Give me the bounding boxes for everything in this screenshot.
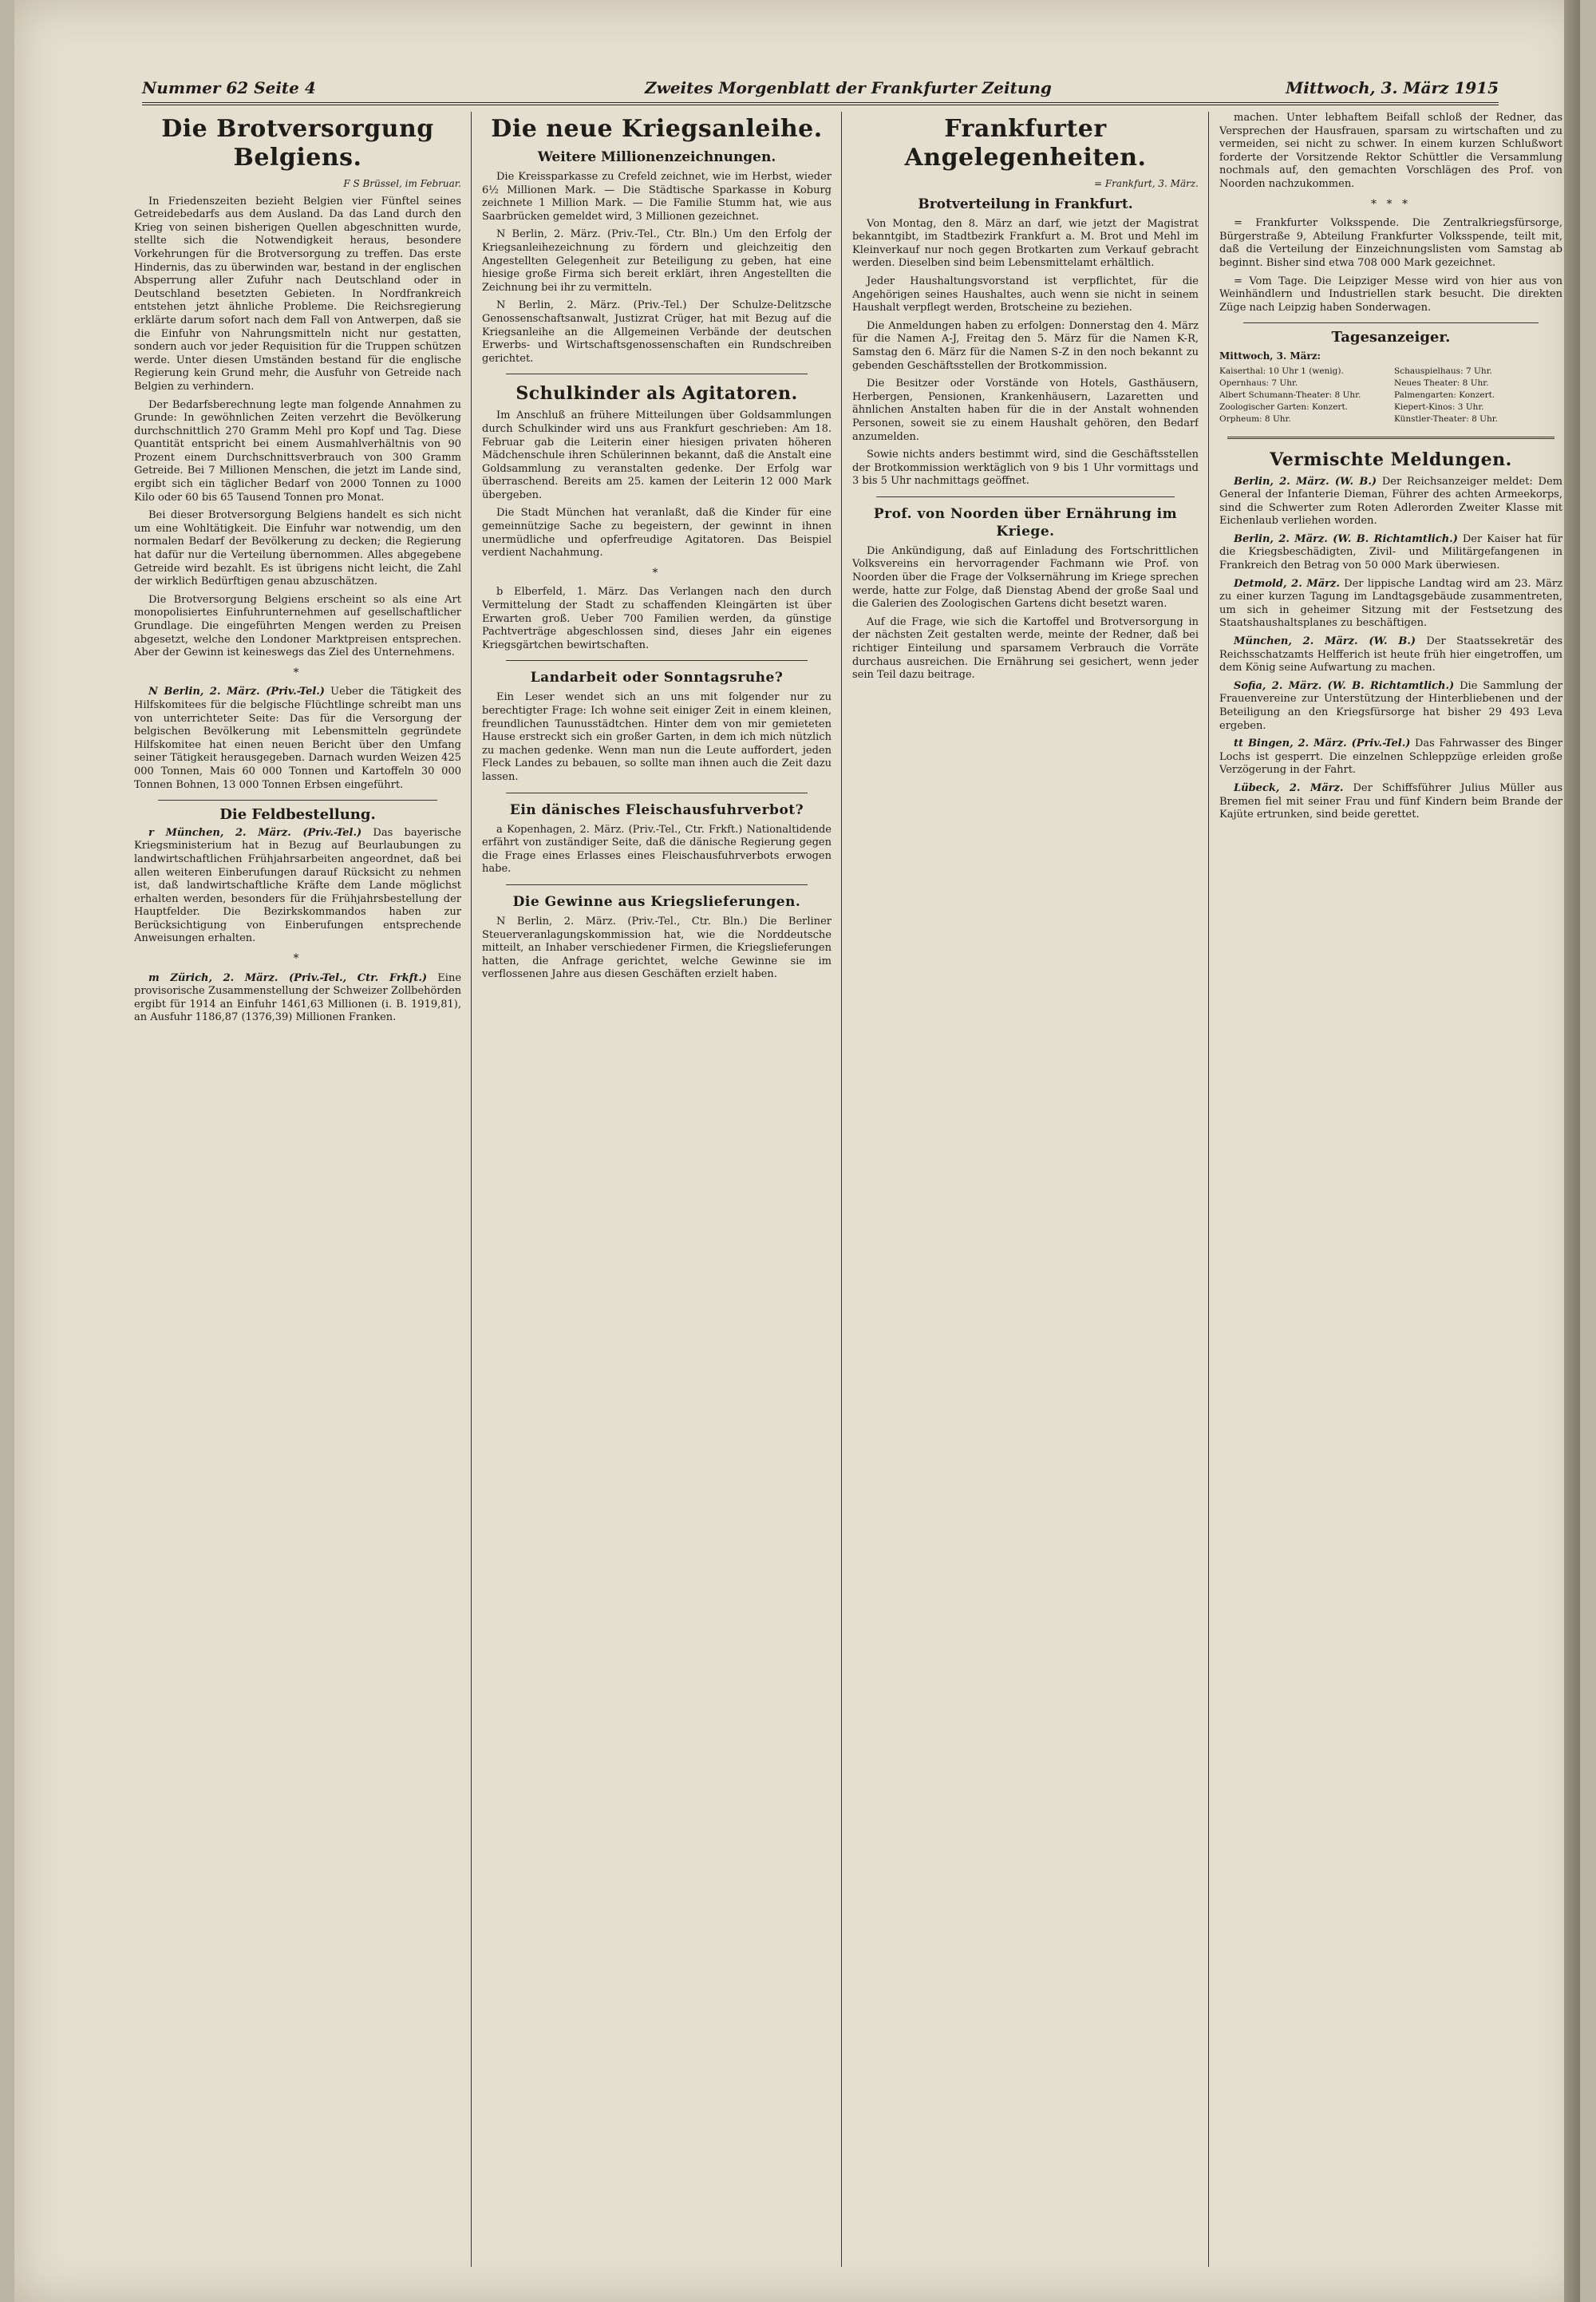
rule xyxy=(158,800,437,801)
paragraph: Jeder Haushaltungsvorstand ist verpflichtet, für die Angehörigen seines Haushaltes, auch wenn sie nicht in seinem Haushalt verpflegt werden, Brotscheine zu beziehen. xyxy=(852,275,1199,314)
listing-item: Kaiserthal: 10 Uhr 1 (wenig). xyxy=(1219,366,1344,376)
column-divider xyxy=(1208,112,1209,2267)
paragraph: = Frankfurter Volksspende. Die Zentralkriegsfürsorge, Bürgerstraße 9, Abteilung Frankfurter Volksspende, teilt mit, daß die Verteilung der Einzeichnungslisten vom Samstag ab beginnt. Bisher sind etwa 708 000 Mark gezeichnet. xyxy=(1219,217,1562,269)
page-number: Nummer 62 Seite 4 xyxy=(142,78,316,97)
page-binding-edge xyxy=(1564,0,1580,2302)
note-text: Das bayerische Kriegsministerium hat in Bezug auf Beurlaubungen zu landwirtschaftlichen Frühjahrsarbeiten angeordnet, daß bei allen weiteren Einberufungen darauf Rücksicht zu nehmen ist, daß landwirtschaftliche Kräfte dem Lande möglichst erhalten werden, besonders für die Frühjahrsbestellung der Hauptfelder. Die Bezirkskommandos haben zur Berücksichtigung von Einberufungen entsprechende Anweisungen erhalten. xyxy=(134,826,461,945)
paragraph: = Vom Tage. Die Leipziger Messe wird von hier aus von Weinhändlern und Industriellen stark besucht. Die direkten Züge nach Leipzig haben Sonderwagen. xyxy=(1219,275,1562,314)
news-note xyxy=(134,972,461,1025)
listing-item: Kiepert-Kinos: 3 Uhr. xyxy=(1394,402,1484,413)
paragraph: Die Besitzer oder Vorstände von Hotels, Gasthäusern, Herbergen, Pensionen, Krankenhäusern, Lazaretten und ähnlichen Anstalten haben für die in der Anstalt wohnenden Personen, soweit sie zu einem Haushalt gehören, den Bedarf anzumelden. xyxy=(852,378,1199,443)
newspaper-title: Zweites Morgenblatt der Frankfurter Zeitung xyxy=(645,78,1052,97)
dateline: Lübeck, 2. März. xyxy=(1234,781,1344,794)
note-text: Die Sammlung der Frauenvereine zur Unterstützung der Hinterbliebenen und der Beteiligung an den Kriegsfürsorge hat bisher 29 493 Leva ergeben. xyxy=(1219,679,1562,732)
paragraph: Die Brotversorgung Belgiens erscheint so als eine Art monopolisiertes Einfuhrunternehmen auf gesellschaftlicher Grundlage. Die eingeführten Mengen werden zu Preisen abgesetzt, welche den Londoner Marktpreisen entsprechen. Aber der Gewinn ist keineswegs das Ziel des Unternehmens. xyxy=(134,593,461,659)
paragraph: Die Ankündigung, daß auf Einladung des Fortschrittlichen Volksvereins ein hervorragender Fachmann wie Prof. von Noorden über die Frage der Volksernährung im Kriege sprechen werde, hatte zur Folge, daß Dienstag Abend der große Saal und die Galerien des Zoologischen Gartens dicht besetzt waren. xyxy=(852,544,1199,611)
rule xyxy=(1243,322,1539,323)
rule xyxy=(506,884,808,885)
news-note xyxy=(134,827,461,946)
news-note xyxy=(1219,476,1562,528)
rule xyxy=(1227,437,1555,439)
article-title: Schulkinder als Agitatoren. xyxy=(516,383,798,405)
note-text: Der lippische Landtag wird am 23. März zu einer kurzen Tagung im Landtagsgebäude zusammentreten, um sich in geheimer Sitzung mit der Festsetzung des Staatshaushaltsplanes zu beschäftigen. xyxy=(1219,577,1562,630)
news-note xyxy=(134,686,461,792)
article-title: Die Gewinne aus Kriegslieferungen. xyxy=(512,893,801,910)
news-note xyxy=(1219,680,1562,733)
note-text: Der Staatssekretär des Reichsschatzamts Helfferich ist heute früh hier eingetroffen, um dem König seine Aufwartung zu machen. xyxy=(1219,635,1562,674)
separator: * * * xyxy=(1371,197,1411,211)
column-divider xyxy=(841,112,842,2267)
ads-day: Mittwoch, 3. März: xyxy=(1219,350,1321,362)
paragraph: Die Kreissparkasse zu Crefeld zeichnet, wie im Herbst, wieder 6½ Millionen Mark. — Die Städtische Sparkasse in Koburg zeichnete 1 Million Mark. — Die Familie Stumm hat, wie aus Saarbrücken gemeldet wird, 3 Millionen gezeichnet. xyxy=(482,171,832,223)
dateline: r München, 2. März. (Priv.-Tel.) xyxy=(148,826,362,839)
article-title: Prof. von Noorden über Ernährung im Kriege. xyxy=(873,505,1178,540)
paragraph: machen. Unter lebhaftem Beifall schloß der Redner, das Versprechen der Hausfrauen, sparsam zu wirtschaften und zu vermeiden, sei nicht zu schwer. In einem kurzen Schlußwort forderte der Vorsitzende Rektor Schüttler die Versammlung nochmals auf, den gemachten Vorschlägen des Prof. von Noorden nachzukommen. xyxy=(1219,112,1562,190)
newspaper-page xyxy=(14,0,1580,2302)
rule xyxy=(506,660,808,661)
news-note xyxy=(1219,533,1562,573)
dateline: m Zürich, 2. März. (Priv.-Tel., Ctr. Frkft.) xyxy=(148,971,428,984)
column-4 xyxy=(1219,112,1562,2283)
theater-listings xyxy=(1219,366,1562,427)
news-note xyxy=(1219,782,1562,822)
article-title: Frankfurter Angelegenheiten. xyxy=(904,115,1147,172)
news-note xyxy=(1219,635,1562,675)
paragraph: N Berlin, 2. März. (Priv.-Tel.) Der Schulze-Delitzsche Genossenschaftsanwalt, Justizrat Crüger, hat mit Bezug auf die Kriegsanleihe an die Allgemeinen Verbände der deutschen Erwerbs- und Wirtschaftsgenossenschaften ein Rundschreiben gerichtet. xyxy=(482,299,832,365)
dateline: = Frankfurt, 3. März. xyxy=(1093,178,1199,189)
paragraph: Ein Leser wendet sich an uns mit folgender nur zu berechtigter Frage: Ich wohne seit einiger Zeit in einem kleinen, freundlichen Taunusstädtchen. Hinter dem von mir gemieteten Hause erstreckt sich ein großer Garten, in dem ich mich nützlich zu machen gedenke. Wenn man nun die Leute auffordert, jeden Fleck Landes zu bebauen, so sollte man ihnen auch die Zeit dazu lassen. xyxy=(482,691,832,783)
paragraph: Von Montag, den 8. März an darf, wie jetzt der Magistrat bekanntgibt, im Stadtbezirk Frankfurt a. M. Brot und Mehl im Kleinverkauf nur noch gegen Brotkarten zum Verkauf gebracht werden. Dieselben sind beim Lebensmittelamt erhältlich. xyxy=(852,217,1199,270)
section-title: Tagesanzeiger. xyxy=(1331,329,1451,346)
article-title: Die Brotversorgung Belgiens. xyxy=(161,115,434,172)
listing-item: Neues Theater: 8 Uhr. xyxy=(1394,378,1489,388)
column-divider xyxy=(471,112,472,2267)
article-subtitle: Brotverteilung in Frankfurt. xyxy=(918,196,1133,212)
section-title: Die Feldbestellung. xyxy=(219,806,376,824)
listing-item: Palmengarten: Konzert. xyxy=(1394,390,1495,400)
paragraph: Die Stadt München hat veranlaßt, daß die Kinder für eine gemeinnützige Sache zu begeistern, der gewinnt in ihnen unermüdliche und opferfreudige Agitatoren. Das Beispiel verdient Nachahmung. xyxy=(482,507,832,560)
paragraph: In Friedenszeiten bezieht Belgien vier Fünftel seines Getreidebedarfs aus dem Ausland. Da das Land durch den Krieg von seinen bisherigen Quellen abgeschnitten wurde, stellte sich die Notwendigkeit heraus, besondere Vorkehrungen für die Brotversorgung zu treffen. Das erste Hindernis, das zu überwinden war, bestand in der englischen Absperrung aller Zufuhr nach Deutschland oder in Deutschland besetzten Gebieten. In Nordfrankreich entstehen jetzt ähnliche Probleme. Die Reichsregierung erklärte darum sofort nach dem Fall von Antwerpen, daß sie die Einfuhr von Nahrungsmitteln nicht nur gestatten, sondern auch vor jeder Requisition für die Truppen schützen werde. Unter diesen Umständen bestand für die englische Regierung kein Grund mehr, die Ausfuhr von Getreide nach Belgien zu verhindern. xyxy=(134,195,461,393)
paragraph: Bei dieser Brotversorgung Belgiens handelt es sich nicht um eine Wohltätigkeit. Die Einfuhr war notwendig, um den normalen Bedarf der Bevölkerung zu decken; die Regierung hat dafür nur die Verteilung übernommen. Alles abgegebene Getreide wird bezahlt. Es ist übrigens nicht leicht, die Zahl der wirklich Bedürftigen genau abzuschätzen. xyxy=(134,509,461,588)
paragraph: Die Anmeldungen haben zu erfolgen: Donnerstag den 4. März für die Namen A-J, Freitag den 5. März für die Namen K-R, Samstag den 6. März für die Namen S-Z in den noch bekannt zu gebenden Geschäftsstellen der Brotkommission. xyxy=(852,319,1199,372)
listing-item: Albert Schumann-Theater: 8 Uhr. xyxy=(1219,390,1361,400)
listing-item: Orpheum: 8 Uhr. xyxy=(1219,414,1291,425)
article-title: Landarbeit oder Sonntagsruhe? xyxy=(530,670,784,686)
dateline: N Berlin, 2. März. (Priv.-Tel.) xyxy=(148,686,325,698)
note-text: Der Schiffsführer Julius Müller aus Bremen fiel mit seiner Frau und fünf Kindern beim Brande der Kajüte ertrunken, sind beide gerettet. xyxy=(1219,781,1562,821)
paragraph: Der Bedarfsberechnung legte man folgende Annahmen zu Grunde: In gewöhnlichen Zeiten verzehrt die Bevölkerung durchschnittlich 270 Gramm Mehl pro Kopf und Tag. Diese Quantität entspricht bei einem Ausmahlverhältnis von 90 Prozent einem Durchschnittsverbrauch von 300 Gramm Getreide. Bei 7 Millionen Menschen, die jetzt im Lande sind, ergibt sich ein täglicher Bedarf von 2000 Tonnen zu 1000 Kilo oder 60 bis 65 Tausend Tonnen pro Monat. xyxy=(134,398,461,504)
paragraph: N Berlin, 2. März. (Priv.-Tel., Ctr. Bln.) Um den Erfolg der Kriegsanleihezeichnung zu fördern und gleichzeitig den Angestellten Gelegenheit zur Beteiligung zu geben, hat eine hiesige große Firma sich bereit erklärt, ihren Angestellten die Zeichnung bei ihr zu vermitteln. xyxy=(482,228,832,294)
note-text: Ueber die Tätigkeit des Hilfskomitees für die belgische Flüchtlinge schreibt man uns von unterrichteter Seite: Das für die Versorgung der belgischen Bevölkerung mit Lebensmitteln gegründete Hilfskomitee hat einen neuen Bericht über den Umfang seiner Tätigkeit herausgegeben. Darnach wurden Weizen 425 000 Tonnen, Mais 60 000 Tonnen und Kartoffeln 30 000 Tonnen Bohnen, 13 000 Tonnen Erbsen eingeführt. xyxy=(134,686,461,791)
separator: * xyxy=(293,952,302,966)
dateline: Berlin, 2. März. (W. B. Richtamtlich.) xyxy=(1234,532,1458,545)
separator: * xyxy=(293,666,302,679)
paragraph: Auf die Frage, wie sich die Kartoffel und Brotversorgung in der nächsten Zeit gestalten werde, meinte der Redner, daß bei richtiger Einteilung und sparsamem Verbrauch die Vorräte durchaus ausreichen. Die Ernährung sei gesichert, wenn jeder sein Teil dazu beitrage. xyxy=(852,615,1199,682)
dateline: Sofia, 2. März. (W. B. Richtamtlich.) xyxy=(1234,679,1455,692)
listing-item: Künstler-Theater: 8 Uhr. xyxy=(1394,414,1498,425)
paragraph: N Berlin, 2. März. (Priv.-Tel., Ctr. Bln.) Die Berliner Steuerveranlagungskommission hat, wie die Norddeutsche mitteilt, an Inhaber verschiedener Firmen, die Kriegslieferungen hatten, die Anfrage gerichtet, welche Gewinne sie im verflossenen Jahre aus diesen Geschäften erzielt haben. xyxy=(482,915,832,981)
listing-item: Zoologischer Garten: Konzert. xyxy=(1219,402,1349,413)
column-1 xyxy=(134,112,461,2283)
section-title: Vermischte Meldungen. xyxy=(1270,449,1512,470)
news-note: b Elberfeld, 1. März. Das Verlangen nach den durch Vermittelung der Stadt zu schaffenden Kleingärten ist über Erwarten groß. Ueber 700 Familien werden, da günstige Pachtverträge abgeschlossen sind, dieses Jahr ein eigenes Kriegsgärtchen bewirtschaften. xyxy=(482,586,832,651)
paragraph: a Kopenhagen, 2. März. (Priv.-Tel., Ctr. Frkft.) Nationaltidende erfährt von zuständiger Seite, daß die dänische Regierung gegen die Frage eines Erlasses eines Fleischausfuhrverbots erwogen habe. xyxy=(482,823,832,876)
listing-item: Schauspielhaus: 7 Uhr. xyxy=(1394,366,1492,376)
masthead xyxy=(142,75,1499,105)
rule xyxy=(876,496,1175,497)
column-3 xyxy=(852,112,1199,2283)
dateline: tt Bingen, 2. März. (Priv.-Tel.) xyxy=(1234,738,1411,750)
paragraph: Im Anschluß an frühere Mitteilungen über Goldsammlungen durch Schulkinder wird uns aus Frankfurt geschrieben: Am 18. Februar gab die Leiterin einer hiesigen privaten höheren Mädchenschule ihren Schülerinnen bekannt, daß die Anstalt eine Goldsammlung zu veranstalten gedenke. Der Erfolg war überraschend. Bereits am 25. kamen der Leiterin 12 000 Mark übergeben. xyxy=(482,409,832,501)
dateline: Detmold, 2. März. xyxy=(1234,577,1340,590)
note-text: Das Fahrwasser des Binger Lochs ist gesperrt. Die einzelnen Schleppzüge erleiden große Verzögerung in der Fahrt. xyxy=(1219,738,1562,777)
byline: F S Brüssel, im Februar. xyxy=(343,178,461,189)
news-note xyxy=(1219,738,1562,777)
issue-date: Mittwoch, 3. März 1915 xyxy=(1286,78,1499,97)
news-note xyxy=(1219,578,1562,631)
article-title: Die neue Kriegsanleihe. xyxy=(491,115,823,143)
note-text: Eine provisorische Zusammenstellung der Schweizer Zollbehörden ergibt für 1914 an Einfuhr 1461,63 Millionen (i. B. 1919,81), an Ausfuhr 1186,87 (1376,39) Millionen Franken. xyxy=(134,971,461,1024)
dateline: Berlin, 2. März. (W. B.) xyxy=(1234,475,1377,488)
separator: * xyxy=(652,566,662,579)
note-text: Der Kaiser hat für die Kriegsbeschädigten, Zivil- und Militärgefangenen in Frankreich den Betrag von 50 000 Mark überwiesen. xyxy=(1219,532,1562,572)
article-title: Ein dänisches Fleischausfuhrverbot? xyxy=(509,801,804,818)
note-text: Der Reichsanzeiger meldet: Dem General der Infanterie Dieman, Führer des achten Armeekorps, sind die Schwerter zum Roten Adlerorden Zweiter Klasse mit Eichenlaub verliehen worden. xyxy=(1219,475,1562,528)
article-subtitle: Weitere Millionenzeichnungen. xyxy=(537,149,776,165)
dateline: München, 2. März. (W. B.) xyxy=(1234,635,1416,648)
listing-item: Opernhaus: 7 Uhr. xyxy=(1219,378,1298,388)
paragraph: Sowie nichts anders bestimmt wird, sind die Geschäftsstellen der Brotkommission werktäglich von 9 bis 1 Uhr vormittags und 3 bis 5 Uhr nachmittags geöffnet. xyxy=(852,449,1199,488)
column-2 xyxy=(482,112,832,2283)
